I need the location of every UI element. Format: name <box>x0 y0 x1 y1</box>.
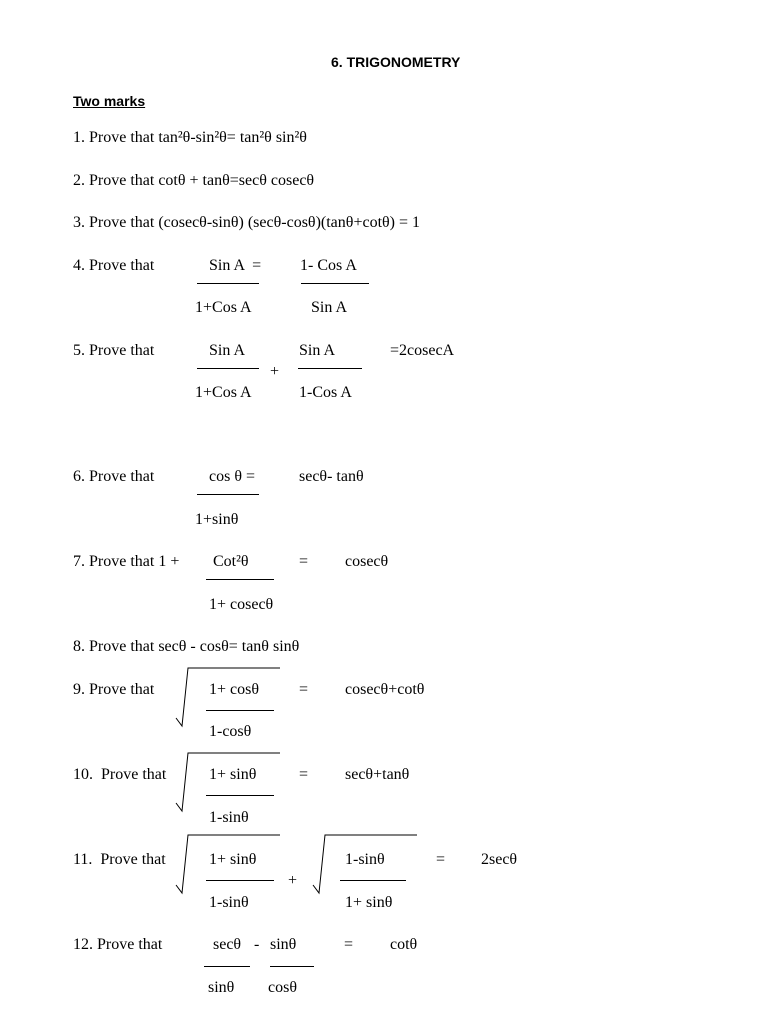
question-4-right-denominator: Sin A <box>311 299 348 316</box>
question-6-numerator: cos θ = <box>209 468 256 485</box>
question-10-equals: = <box>299 766 309 783</box>
question-12-rhs: cotθ <box>390 936 418 953</box>
question-11-rhs: 2secθ <box>481 851 518 868</box>
question-5-right-denominator: 1-Cos A <box>299 384 352 401</box>
question-9-label: 9. Prove that <box>73 681 155 698</box>
question-10-rhs: secθ+tanθ <box>345 766 410 783</box>
question-9-numerator: 1+ cosθ <box>209 681 260 698</box>
question-4-right-numerator: 1- Cos A <box>300 257 357 274</box>
question-4-left-denominator: 1+Cos A <box>195 299 252 316</box>
question-12-left-denominator: sinθ <box>208 979 235 996</box>
question-9-rhs: cosecθ+cotθ <box>345 681 425 698</box>
question-6-rhs: secθ- tanθ <box>299 468 364 485</box>
question-7-numerator: Cot²θ <box>213 553 249 570</box>
question-9-fraction-bar <box>206 710 274 711</box>
question-12-left-numerator: secθ <box>213 936 242 953</box>
question-5-result: =2cosecA <box>390 342 455 359</box>
question-11-right-fraction-bar <box>340 880 406 881</box>
question-11-left-square-root-sign <box>176 835 282 903</box>
question-7-label: 7. Prove that 1 + <box>73 553 180 570</box>
question-12-left-fraction-bar <box>204 966 250 967</box>
question-7-fraction-bar <box>206 579 274 580</box>
question-10-numerator: 1+ sinθ <box>209 766 257 783</box>
question-1: 1. Prove that tan²θ-sin²θ= tan²θ sin²θ <box>73 129 307 146</box>
question-12-right-numerator: sinθ <box>270 936 297 953</box>
question-12-label: 12. Prove that <box>73 936 163 953</box>
question-11-right-numerator: 1-sinθ <box>345 851 385 868</box>
question-5-right-numerator: Sin A <box>299 342 336 359</box>
question-8: 8. Prove that secθ - cosθ= tanθ sinθ <box>73 638 300 655</box>
question-3: 3. Prove that (cosecθ-sinθ) (secθ-cosθ)(tanθ+cotθ) = 1 <box>73 214 421 231</box>
question-4-right-fraction-bar <box>301 283 369 284</box>
question-5-left-numerator: Sin A <box>209 342 246 359</box>
question-11-equals: = <box>436 851 446 868</box>
question-11-left-numerator: 1+ sinθ <box>209 851 257 868</box>
question-5-label: 5. Prove that <box>73 342 155 359</box>
question-10-fraction-bar <box>206 795 274 796</box>
question-9-equals: = <box>299 681 309 698</box>
question-11-left-denominator: 1-sinθ <box>209 894 249 911</box>
question-12-equals: = <box>344 936 354 953</box>
question-10-denominator: 1-sinθ <box>209 809 249 826</box>
question-4-label: 4. Prove that <box>73 257 155 274</box>
section-heading: Two marks <box>73 93 146 109</box>
question-9-denominator: 1-cosθ <box>209 723 252 740</box>
question-11-right-square-root-sign <box>313 835 419 903</box>
question-6-denominator: 1+sinθ <box>195 511 239 528</box>
question-6-fraction-bar <box>197 494 259 495</box>
question-5-left-fraction-bar <box>197 368 259 369</box>
question-2: 2. Prove that cotθ + tanθ=secθ cosecθ <box>73 172 315 189</box>
page-title: 6. TRIGONOMETRY <box>331 54 461 70</box>
question-11-right-denominator: 1+ sinθ <box>345 894 393 911</box>
question-12-right-denominator: cosθ <box>268 979 297 996</box>
question-12-right-fraction-bar <box>270 966 314 967</box>
question-12-minus: - <box>254 936 260 953</box>
question-6-label: 6. Prove that <box>73 468 155 485</box>
question-11-label: 11. Prove that <box>73 851 166 868</box>
question-4-left-fraction-bar <box>197 283 259 284</box>
question-7-denominator: 1+ cosecθ <box>209 596 274 613</box>
question-5-right-fraction-bar <box>298 368 362 369</box>
question-7-rhs: cosecθ <box>345 553 389 570</box>
question-5-plus: + <box>270 363 280 380</box>
question-11-plus: + <box>288 872 298 889</box>
question-5-left-denominator: 1+Cos A <box>195 384 252 401</box>
question-10-label: 10. Prove that <box>73 766 167 783</box>
question-11-left-fraction-bar <box>206 880 274 881</box>
question-7-equals: = <box>299 553 309 570</box>
question-4-left-numerator: Sin A = <box>209 257 262 274</box>
